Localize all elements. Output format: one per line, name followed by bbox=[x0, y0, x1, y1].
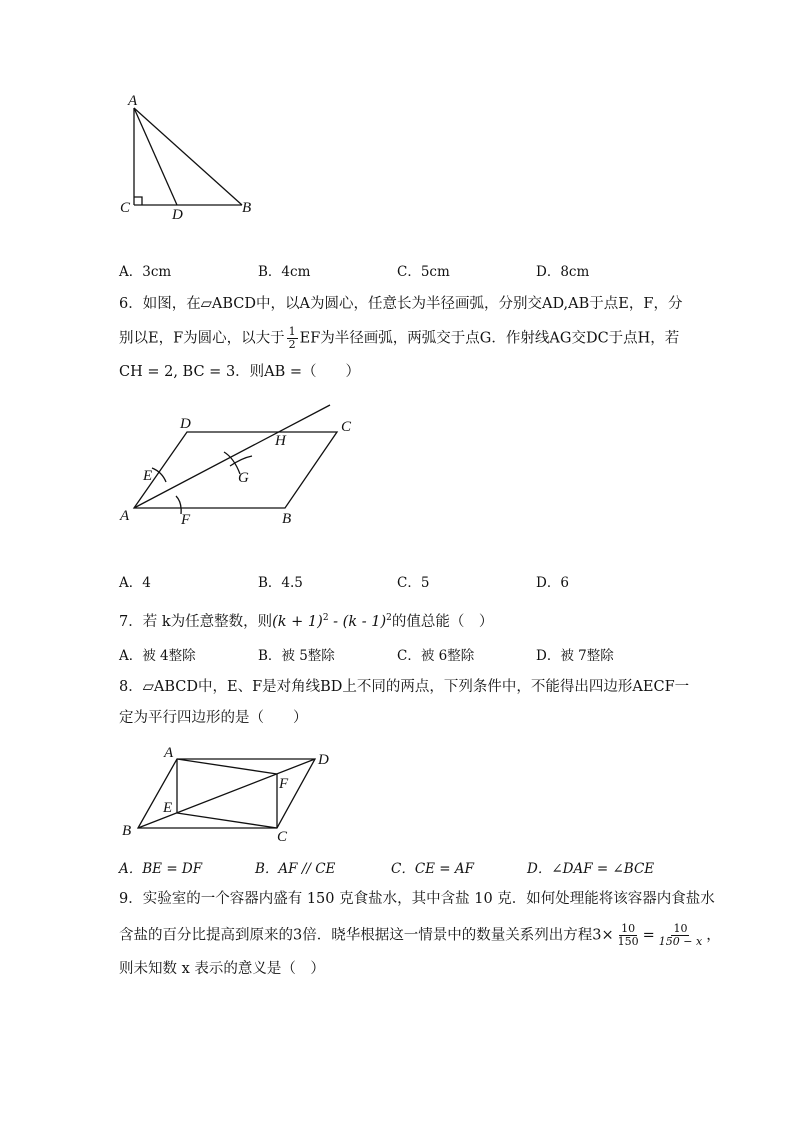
q6-line-2: 别以E，F为圆心，以大于 $\frac{1}{2}$ EF为半径画弧，两弧交于点G．作射线AG交DC于点H，若 bbox=[119, 325, 680, 351]
label-f: F bbox=[181, 512, 191, 528]
q8-option-c: C．CE = AF bbox=[391, 861, 475, 877]
label-h: H bbox=[275, 433, 286, 449]
q6-option-b: B．4.5 bbox=[258, 575, 303, 591]
q8-line-2: 定为平行四边形的是（ ） bbox=[119, 710, 308, 726]
figure-parallelogram-bisector bbox=[110, 398, 370, 528]
q8-option-b: B．AF // CE bbox=[255, 861, 336, 877]
label-e: E bbox=[143, 468, 153, 484]
q7-option-c: C．被 6整除 bbox=[397, 648, 475, 664]
fraction-one-half: $\frac{1}{2}$ bbox=[288, 325, 296, 351]
label-c: C bbox=[120, 200, 131, 216]
q5-option-c: C．5cm bbox=[397, 264, 450, 280]
q6-option-c: C．5 bbox=[397, 575, 430, 591]
q8-option-a: A．BE = DF bbox=[119, 861, 203, 877]
q6-line-3: CH = 2, BC = 3．则AB =（ ） bbox=[119, 364, 361, 380]
label-g: G bbox=[238, 470, 249, 486]
q6-option-a: A．4 bbox=[119, 575, 151, 591]
label-b: B bbox=[282, 511, 292, 527]
label-a: A bbox=[164, 745, 174, 761]
q5-option-d: D．8cm bbox=[536, 264, 590, 280]
diagonal-bd bbox=[138, 759, 315, 828]
label-c: C bbox=[277, 829, 288, 844]
q5-option-a: A．3cm bbox=[119, 264, 172, 280]
q7-stem: 7．若 k为任意整数，则$(k + 1)^2 - (k - 1)^2$的值总能（ ） bbox=[119, 613, 494, 630]
segment-ad bbox=[134, 108, 177, 205]
fraction-10-over-150-minus-x: $\frac{10}{150 - x}$ bbox=[658, 922, 703, 948]
label-b: B bbox=[122, 823, 132, 839]
q8-line-1: 8．▱ABCD中，E、F是对角线BD上不同的两点，下列条件中，不能得出四边形AECF一 bbox=[119, 679, 690, 695]
right-angle-mark bbox=[134, 197, 142, 205]
q7-option-a: A．被 4整除 bbox=[119, 648, 196, 664]
parallelogram-abcd bbox=[134, 432, 337, 508]
label-c: C bbox=[341, 419, 352, 435]
label-a: A bbox=[128, 93, 138, 109]
segment-ab bbox=[134, 108, 242, 205]
label-d: D bbox=[318, 752, 329, 768]
label-d: D bbox=[172, 207, 183, 223]
q9-line-2: 含盐的百分比提高到原来的3倍．晓华根据这一情景中的数量关系列出方程3× $\frac{10}{150}$ = $\frac{10}{150 - x}$ ， bbox=[119, 922, 721, 948]
q6-line-1: 6．如图，在▱ABCD中，以A为圆心，任意长为半径画弧，分别交AD,AB于点E，F，分 bbox=[119, 296, 683, 312]
parallelogram-symbol: ▱ bbox=[200, 296, 212, 312]
label-d: D bbox=[180, 416, 191, 432]
figure-parallelogram-diagonal bbox=[110, 742, 340, 844]
label-e: E bbox=[163, 800, 173, 816]
label-f: F bbox=[279, 776, 289, 792]
label-b: B bbox=[242, 200, 252, 216]
segment-fa bbox=[177, 759, 277, 774]
q9-line-1: 9．实验室的一个容器内盛有 150 克食盐水，其中含盐 10 克．如何处理能将该容器内食盐水 bbox=[119, 891, 715, 907]
ray-ag bbox=[134, 405, 330, 508]
q5-option-b: B．4cm bbox=[258, 264, 311, 280]
parallelogram-symbol: ▱ bbox=[142, 679, 154, 695]
fraction-10-over-150: $\frac{10}{150}$ bbox=[617, 922, 639, 948]
q9-line-3: 则未知数 x 表示的意义是（ ） bbox=[119, 961, 325, 977]
q6-option-d: D．6 bbox=[536, 575, 569, 591]
figure-right-triangle bbox=[110, 88, 270, 223]
segment-ec bbox=[177, 813, 277, 828]
q7-option-d: D．被 7整除 bbox=[536, 648, 614, 664]
label-a: A bbox=[120, 508, 130, 524]
q7-option-b: B．被 5整除 bbox=[258, 648, 335, 664]
q8-option-d: D．∠DAF = ∠BCE bbox=[527, 861, 655, 877]
